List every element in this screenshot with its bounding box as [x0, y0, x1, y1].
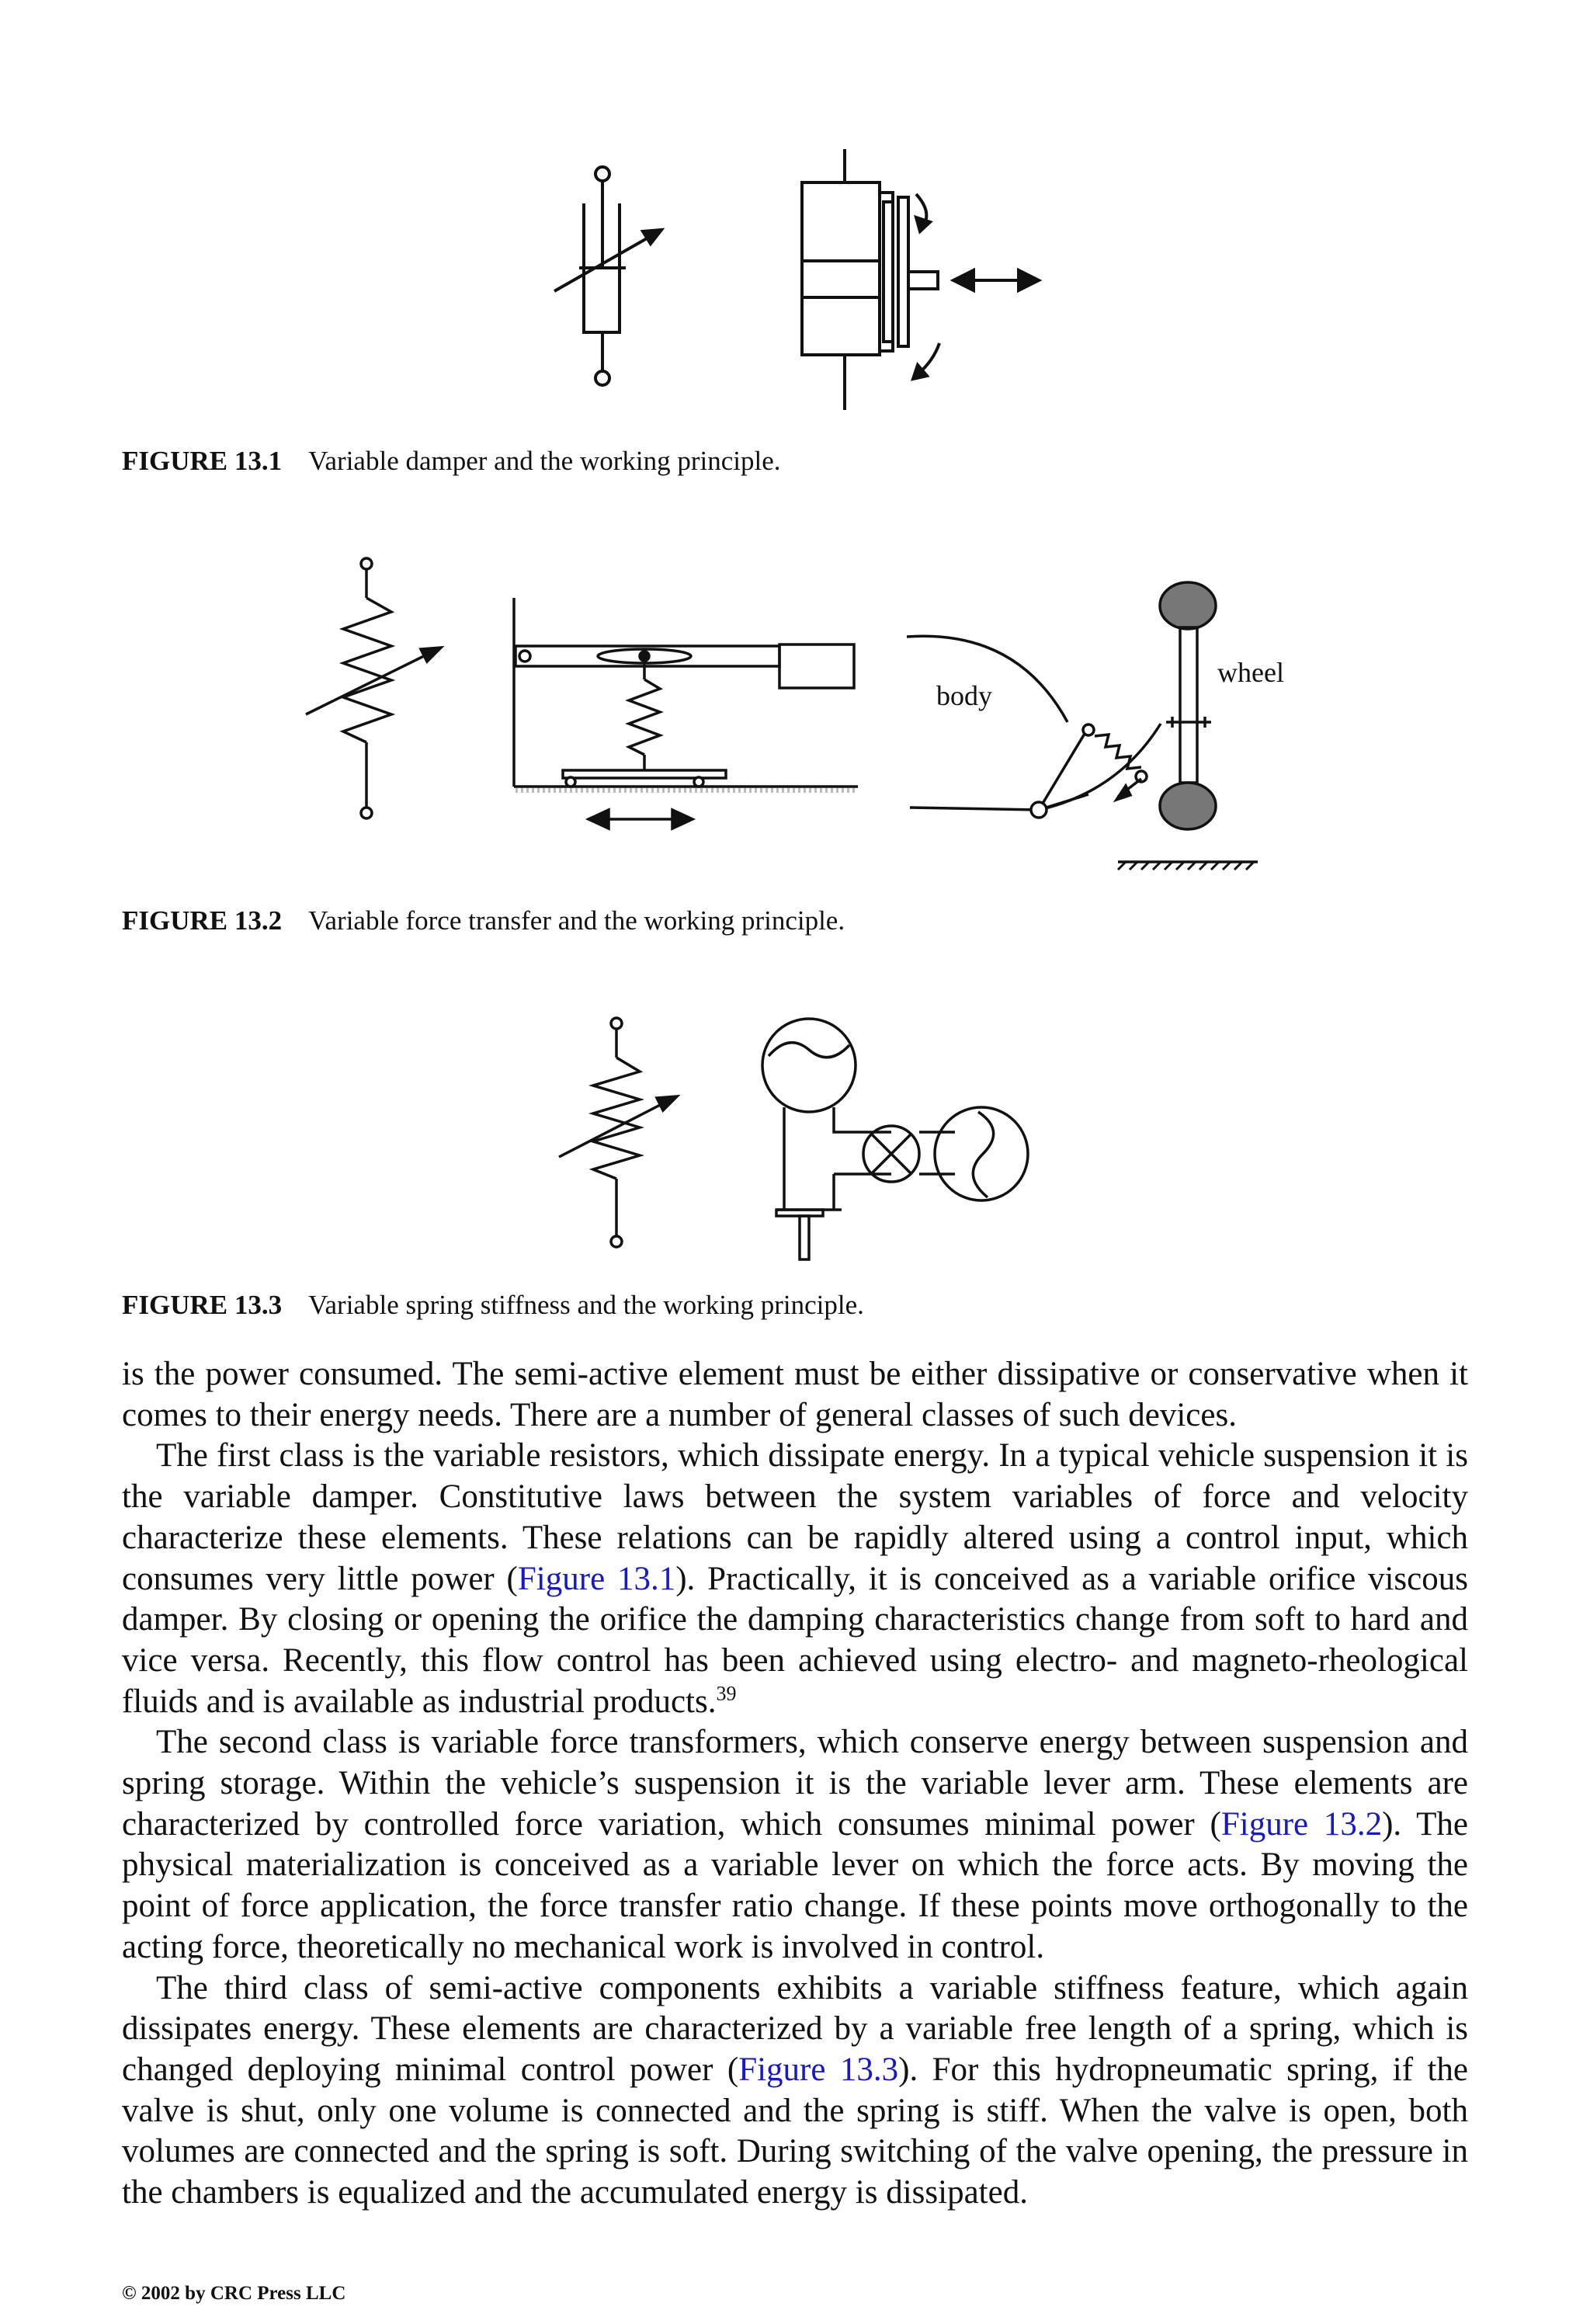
lever-mechanism: [514, 598, 858, 829]
damper-working-principle: [802, 149, 1039, 410]
paragraph-text: ). For this hydropneumatic spring, if the valve is shut, only one volume is connected and the spring is stiff. When the valve is open, both volumes are connected and the spring is soft. During switching of the valve opening, the pressure in the chambers is equalized and the accumulated energy is dissipated.: [122, 2051, 1468, 2211]
body-text: [122, 1354, 1468, 2214]
variable-spring-stiffness-diagram: [543, 1009, 1048, 1266]
figure-caption-13-2: [122, 905, 845, 937]
variable-damper-diagram: [528, 140, 1071, 419]
variable-spring-symbol: [559, 1018, 677, 1247]
figure-caption-text: Variable spring stiffness and the working principle.: [308, 1290, 864, 1320]
paragraph-1: is the power consumed. The semi-active element must be either dissipative or conservative when it comes to their energy needs. There are a number of general classes of such devices.: [122, 1356, 1468, 1433]
figure-13-1: [528, 140, 1071, 419]
hydropneumatic-spring: [762, 1019, 1028, 1259]
paragraph-3: [122, 1722, 1468, 1968]
figure-13-3-link[interactable]: Figure 13.3: [738, 2051, 899, 2088]
reference-superscript: 39: [716, 1682, 737, 1705]
paragraph-2: [122, 1436, 1468, 1722]
damper-symbol: [554, 167, 661, 385]
figure-number: FIGURE 13.3: [122, 1290, 283, 1320]
paragraph-text: The third class of semi-active components exhibits a variable stiffness feature, which again dissipates energy. These elements are characterized by a variable free length of a spring, which is changed deploying minimal control power (: [122, 1969, 1468, 2088]
figure-13-2: [295, 544, 1289, 885]
figure-caption-text: Variable force transfer and the working principle.: [308, 905, 845, 936]
figure-number: FIGURE 13.1: [122, 446, 283, 476]
paragraph-text: ). Practically, it is conceived as a variable orifice viscous damper. By closing or opening the orifice the damping characteristics change from soft to hard and vice versa. Recently, this flow control has been achieved using electro- and magneto-rheological fluids and is available as industrial products.: [122, 1560, 1468, 1720]
variable-force-transfer-diagram: [295, 544, 1289, 885]
suspension-arm: [907, 582, 1258, 870]
wheel-label: wheel: [1217, 657, 1284, 688]
paragraph-text: The first class is the variable resistors, which dissipate energy. In a typical vehicle suspension it is the variable damper. Constitutive laws between the system variables of force and velocity characterize these elements. These relations can be rapidly altered using a control input, which consumes very little power (: [122, 1437, 1468, 1597]
copyright-footer: © 2002 by CRC Press LLC: [122, 2283, 346, 2304]
figure-13-1-link[interactable]: Figure 13.1: [517, 1560, 676, 1597]
paragraph-text: ). The physical materialization is conceived as a variable lever on which the force acts. By moving the point of force application, the force transfer ratio change. If these points move orthogonally to the acting force, theoretically no mechanical work is involved in control.: [122, 1805, 1468, 1965]
paragraph-4: [122, 1968, 1468, 2214]
figure-number: FIGURE 13.2: [122, 905, 283, 936]
variable-spring-symbol: [306, 558, 441, 818]
paragraph-text: The second class is variable force transformers, which conserve energy between suspension and spring storage. Within the vehicle’s suspension it is the variable lever arm. These elements are characterized by controlled force variation, which consumes minimal power (: [122, 1724, 1468, 1843]
figure-caption-13-3: [122, 1289, 864, 1322]
figure-caption-13-1: [122, 445, 781, 478]
figure-13-2-link[interactable]: Figure 13.2: [1220, 1805, 1383, 1843]
figure-13-3: [543, 1009, 1048, 1266]
body-label: body: [936, 680, 992, 711]
figure-caption-text: Variable damper and the working principle.: [308, 446, 781, 476]
